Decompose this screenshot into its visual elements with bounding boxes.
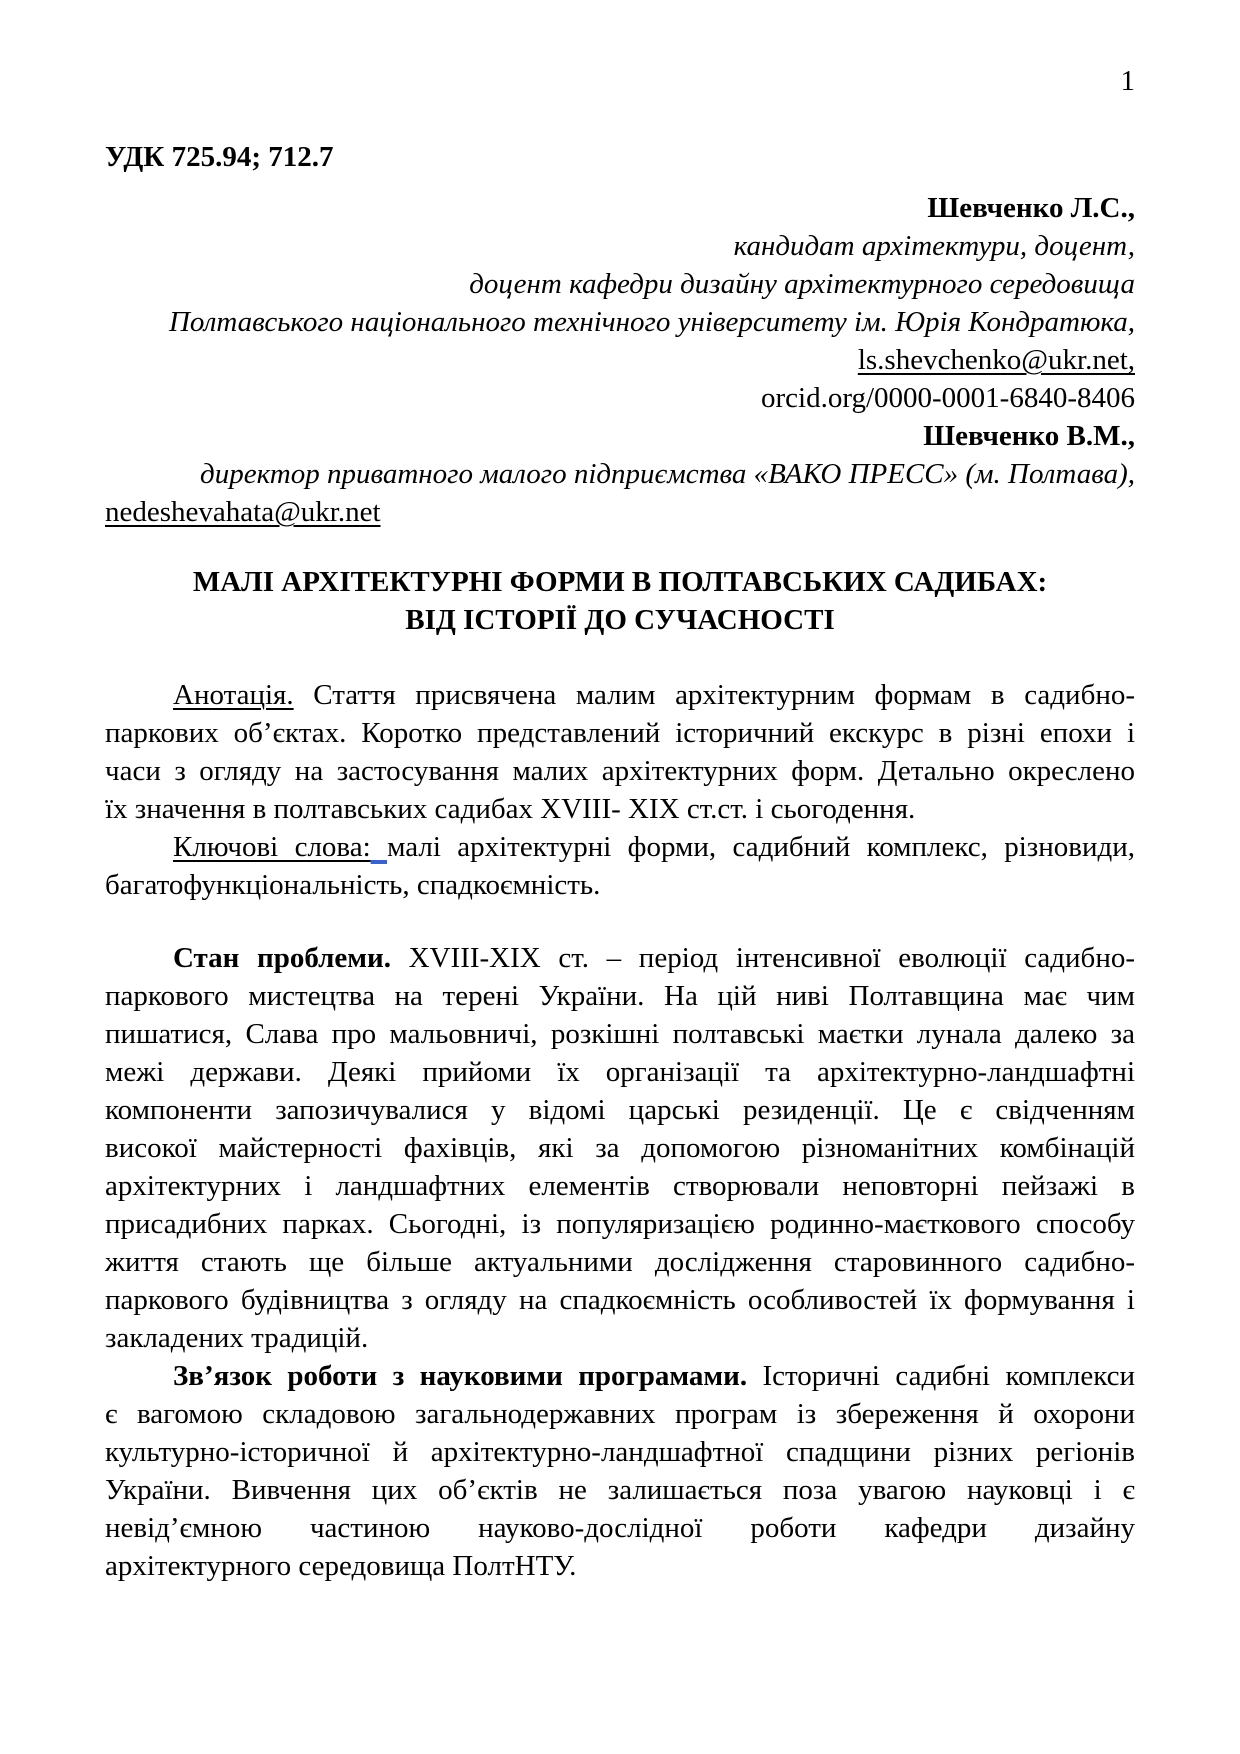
text-line xyxy=(105,1509,1135,1547)
text-line xyxy=(105,341,1135,379)
email-link[interactable]: ls.shevchenko@ukr.net, xyxy=(857,344,1135,376)
blue-underline-mark xyxy=(371,831,387,863)
text-run: паркових об’єктах. Коротко представлений історичний екскурс в різні епохи і xyxy=(105,717,1135,749)
text-line xyxy=(105,1015,1135,1053)
text-run: паркового мистецтва на терені України. На цій ниві Полтавщина має чим xyxy=(105,980,1135,1012)
text-run: життя стають ще більше актуальними дослідження старовинного садибно- xyxy=(105,1246,1135,1278)
text-line xyxy=(105,1357,1135,1395)
text-run: архітектурного середовища ПолтНТУ. xyxy=(105,1550,577,1582)
text-line xyxy=(105,455,1135,493)
text-line xyxy=(105,1281,1135,1319)
text-line xyxy=(105,1319,1135,1357)
text-line xyxy=(105,303,1135,341)
text-line xyxy=(105,790,1135,828)
email-link[interactable]: nedeshevahata@ukr.net xyxy=(105,496,381,528)
text-run: часи з огляду на застосування малих архітектурних форм. Детально окреслено xyxy=(105,755,1135,787)
text-line xyxy=(105,676,1135,714)
text-run: Шевченко В.М., xyxy=(923,420,1135,452)
author-block xyxy=(105,189,1135,531)
text-line xyxy=(105,1395,1135,1433)
text-run: Ключові слова: xyxy=(173,831,371,863)
text-run: Полтавського національного технічного університету ім. Юрія Кондратюка, xyxy=(168,306,1135,338)
keywords-paragraph xyxy=(105,828,1135,904)
text-run: пишатися, Слава про мальовничі, розкішні полтавські маєтки лунала далеко за xyxy=(105,1018,1135,1050)
article-title-line-2: ВІД ІСТОРІЇ ДО СУЧАСНОСТІ xyxy=(405,604,835,636)
text-run: України. Вивчення цих об’єктів не залишається поза увагою науковці і є xyxy=(105,1474,1135,1506)
text-run: високої майстерності фахівців, які за допомогою різноманітних комбінацій xyxy=(105,1132,1135,1164)
text-run: кандидат архітектури, доцент, xyxy=(733,230,1135,262)
text-line xyxy=(105,1547,1135,1585)
text-run: багатофункціональність, спадкоємність. xyxy=(105,869,601,901)
text-run: XVIII-XIX ст. – період інтенсивної еволюції садибно- xyxy=(391,942,1135,974)
text-run: межі держави. Деякі прийоми їх організації та архітектурно-ландшафтні xyxy=(105,1056,1135,1088)
text-line xyxy=(105,1433,1135,1471)
text-line xyxy=(105,1471,1135,1509)
text-line xyxy=(105,1129,1135,1167)
text-run: orcid.org/0000-0001-6840-8406 xyxy=(761,382,1135,414)
article-title-line-1: МАЛІ АРХІТЕКТУРНІ ФОРМИ В ПОЛТАВСЬКИХ САДИБАХ: xyxy=(192,566,1048,598)
text-line xyxy=(105,714,1135,752)
text-line xyxy=(105,1205,1135,1243)
text-run: директор приватного малого підприємства «ВАКО ПРЕСС» (м. Полтава), xyxy=(200,458,1135,490)
text-line xyxy=(105,265,1135,303)
text-run: малі архітектурні форми, садибний комплекс, різновиди, xyxy=(387,831,1135,863)
page-number: 1 xyxy=(1120,65,1135,97)
text-run: присадибних парках. Сьогодні, із популяризацією родинно-маєткового способу xyxy=(105,1208,1135,1240)
text-line xyxy=(105,977,1135,1015)
text-run: закладених традицій. xyxy=(105,1322,369,1354)
text-line xyxy=(105,1053,1135,1091)
udc-code-line: УДК 725.94; 712.7 xyxy=(105,141,334,173)
text-run: Стаття присвячена малим архітектурним формам в садибно- xyxy=(293,679,1135,711)
text-run: Стан проблеми. xyxy=(173,942,391,974)
text-line xyxy=(105,1243,1135,1281)
text-line xyxy=(105,828,1135,866)
text-line xyxy=(105,866,1135,904)
text-line xyxy=(105,752,1135,790)
text-run: архітектурних і ландшафтних елементів створювали неповторні пейзажі в xyxy=(105,1170,1135,1202)
text-line xyxy=(105,227,1135,265)
text-line xyxy=(105,189,1135,227)
text-run: невід’ємною частиною науково-дослідної роботи кафедри дизайну xyxy=(105,1512,1135,1544)
body-paragraph-problem-state xyxy=(105,939,1135,1357)
abstract-paragraph xyxy=(105,676,1135,828)
text-run: культурно-історичної й архітектурно-ландшафтної спадщини різних регіонів xyxy=(105,1436,1135,1468)
body-paragraph-research-programs xyxy=(105,1357,1135,1585)
text-run: Зв’язок роботи з науковими програмами. xyxy=(173,1360,748,1392)
text-line xyxy=(105,1167,1135,1205)
text-run: паркового будівництва з огляду на спадкоємність особливостей їх формування і xyxy=(105,1284,1135,1316)
text-run: Історичні садибні комплекси xyxy=(747,1360,1135,1392)
text-line xyxy=(105,379,1135,417)
text-line xyxy=(105,493,1135,531)
text-run: доцент кафедри дизайну архітектурного середовища xyxy=(469,268,1135,300)
article-title xyxy=(105,563,1135,639)
text-run: їх значення в полтавських садибах XVIII- XIX ст.ст. і сьогодення. xyxy=(105,793,916,825)
text-run: Анотація. xyxy=(173,679,294,711)
text-line xyxy=(105,939,1135,977)
page-content xyxy=(105,0,1135,1585)
text-run: Шевченко Л.С., xyxy=(927,192,1135,224)
text-run: компоненти запозичувалися у відомі царські резиденції. Це є свідченням xyxy=(105,1094,1135,1126)
text-line xyxy=(105,1091,1135,1129)
text-run: є вагомою складовою загальнодержавних програм із збереження й охорони xyxy=(105,1398,1135,1430)
text-line xyxy=(105,417,1135,455)
